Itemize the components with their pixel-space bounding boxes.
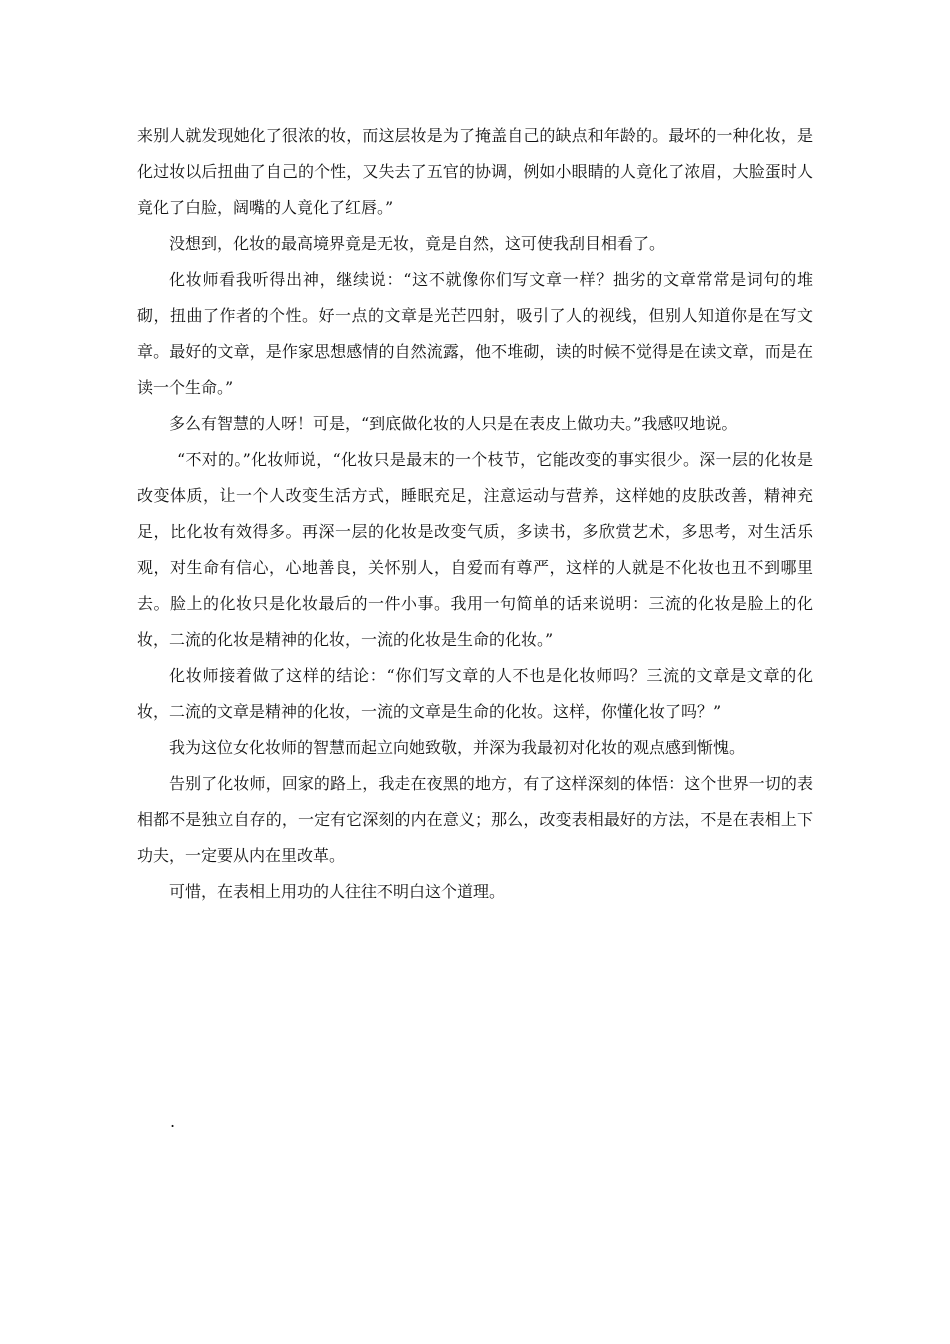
- paragraph-2: 没想到，化妆的最高境界竟是无妆，竟是自然，这可使我刮目相看了。: [169, 234, 666, 253]
- paragraph-3: 化妆师看我听得出神，继续说：“这不就像你们写文章一样？拙劣的文章常常是词句的堆砌，扭曲了作者的个性。好一点的文章是光芒四射，吸引了人的视线，但别人知道你是在写文章。最好的文章，是作家思想感情的自然流露，他不堆砌，读的时候不觉得是在读文章，而是在读一个生命。”: [137, 270, 813, 397]
- paragraph-7: 我为这位女化妆师的智慧而起立向她致敬，并深为我最初对化妆的观点感到惭愧。: [169, 738, 746, 757]
- footer-mark: .: [170, 1112, 176, 1131]
- paragraph-1: 来别人就发现她化了很浓的妆，而这层妆是为了掩盖自己的缺点和年龄的。最坏的一种化妆，是化过妆以后扭曲了自己的个性，又失去了五官的协调，例如小眼睛的人竟化了浓眉，大脸蛋时人竟化了白脸，阔嘴的人竟化了红唇。”: [137, 126, 813, 217]
- document-body: [137, 118, 813, 910]
- paragraph-4: 多么有智慧的人呀！可是，“到底做化妆的人只是在表皮上做功夫。”我感叹地说。: [169, 414, 738, 433]
- paragraph-6: 化妆师接着做了这样的结论：“你们写文章的人不也是化妆师吗？三流的文章是文章的化妆，二流的文章是精神的化妆，一流的文章是生命的化妆。这样，你懂化妆了吗？”: [137, 666, 813, 721]
- paragraph-8: 告别了化妆师，回家的路上，我走在夜黑的地方，有了这样深刻的体悟：这个世界一切的表相都不是独立自存的，一定有它深刻的内在意义；那么，改变表相最好的方法，不是在表相上下功夫，一定要从内在里改革。: [137, 774, 813, 865]
- paragraph-9: 可惜，在表相上用功的人往往不明白这个道理。: [169, 882, 506, 901]
- paragraph-5: “不对的。”化妆师说，“化妆只是最末的一个枝节，它能改变的事实很少。深一层的化妆是改变体质，让一个人改变生活方式，睡眠充足，注意运动与营养，这样她的皮肤改善，精神充足，比化妆有效得多。再深一层的化妆是改变气质，多读书，多欣赏艺术，多思考，对生活乐观，对生命有信心，心地善良，关怀别人，自爱而有尊严，这样的人就是不化妆也丑不到哪里去。脸上的化妆只是化妆最后的一件小事。我用一句简单的话来说明：三流的化妆是脸上的化妆，二流的化妆是精神的化妆，一流的化妆是生命的化妆。”: [137, 450, 813, 649]
